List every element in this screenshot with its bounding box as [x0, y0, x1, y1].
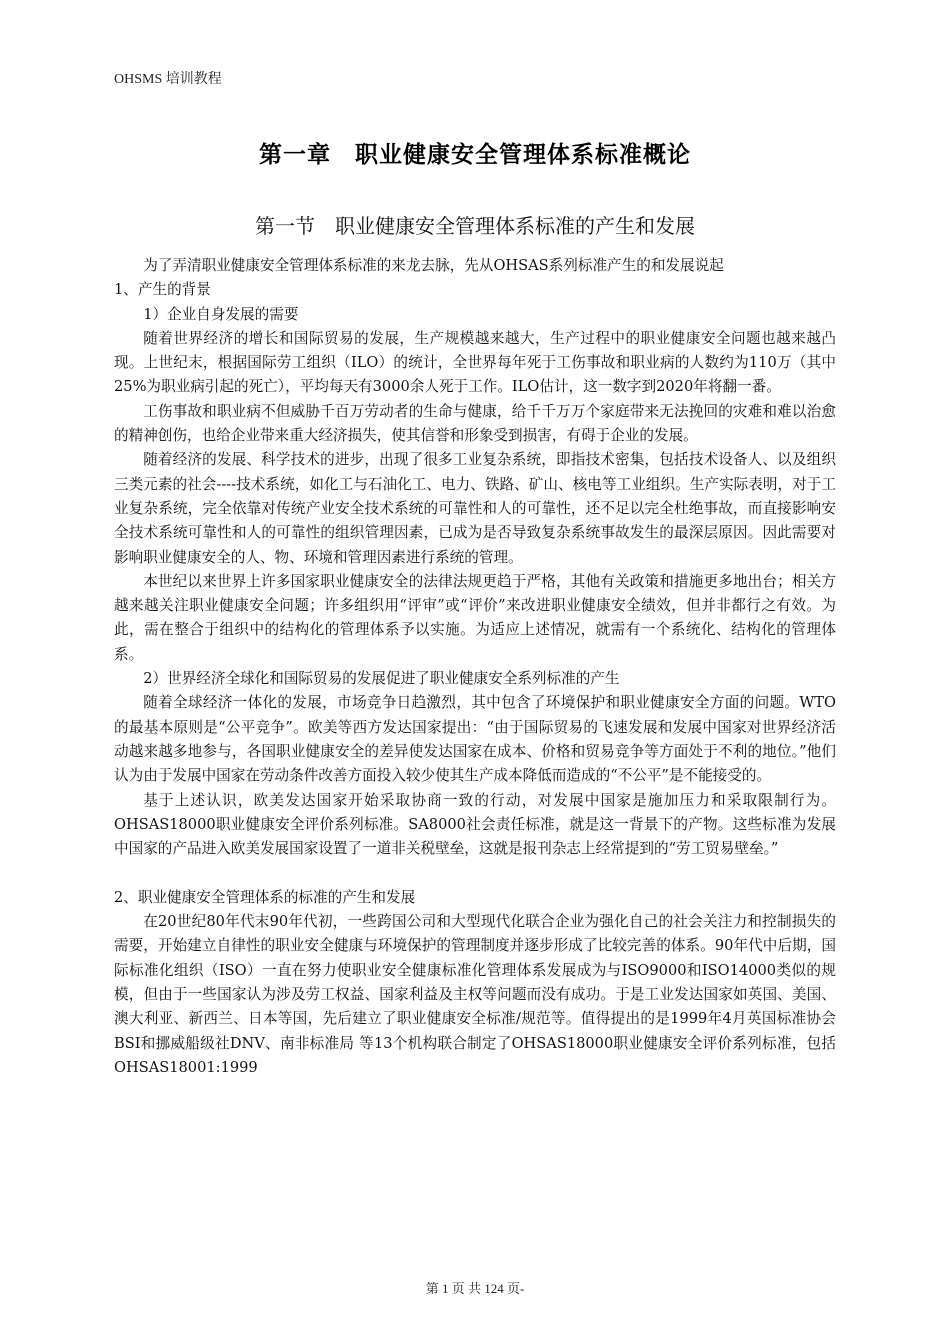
paragraph: 本世纪以来世界上许多国家职业健康安全的法律法规更趋于严格，其他有关政策和措施更多地出台；相关方越来越关注职业健康安全问题；许多组织用“评审”或“评价”来改进职业健康安全绩效，但并非都行之有效。为此，需在整合于组织中的结构化的管理体系予以实施。为适应上述情况，就需有一个系统化、结构化的管理体系。 — [114, 572, 836, 663]
paragraph: 基于上述认识，欧美发达国家开始采取协商一致的行动，对发展中国家是施加压力和采取限制行为。OHSAS18000职业健康安全评价系列标准。SA8000社会责任标准，就是这一背景下的产物。这些标准为发展中国家的产品进入欧美发展国家设置了一道非关税壁垒，这就是报刊杂志上经常提到的“劳工贸易壁垒。” — [114, 791, 836, 858]
paragraph: 随着世界经济的增长和国际贸易的发展，生产规模越来越大，生产过程中的职业健康安全问题也越来越凸现。上世纪末，根据国际劳工组织（ILO）的统计，全世界每年死于工伤事故和职业病的人数约为110万（其中25%为职业病引起的死亡），平均每天有3000余人死于工作。ILO估计，这一数字到2020年将翻一番。 — [114, 329, 836, 396]
page-footer: 第 1 页 共 124 页- — [425, 1281, 525, 1296]
section-title: 第一节 职业健康安全管理体系标准的产生和发展 — [255, 214, 695, 238]
subheading-globalization: 2）世界经济全球化和国际贸易的发展促进了职业健康安全系列标准的产生 — [143, 670, 620, 688]
blank-line — [114, 861, 836, 885]
heading-background: 1、产生的背景 — [114, 281, 211, 299]
paragraph: 随着全球经济一体化的发展，市场竞争日趋激烈，其中包含了环境保护和职业健康安全方面的问题。WTO的最基本原则是“公平竞争”。欧美等西方发达国家提出：“由于国际贸易的飞速发展和发展中国家对世界经济活动越来越多地参与，各国职业健康安全的差异使发达国家在成本、价格和贸易竞争等方面处于不利的地位。”他们认为由于发展中国家在劳动条件改善方面投入较少使其生产成本降低而造成的“不公平”是不能接受的。 — [114, 694, 836, 785]
page-header: OHSMS 培训教程 — [114, 72, 222, 87]
chapter-title: 第一章 职业健康安全管理体系标准概论 — [259, 142, 691, 168]
body-text — [114, 254, 836, 1080]
paragraph: 在20世纪80年代末90年代初，一些跨国公司和大型现代化联合企业为强化自己的社会关注力和控制损失的需要，开始建立自律性的职业安全健康与环境保护的管理制度并逐步形成了比较完善的体系。90年代中后期，国际标准化组织（ISO）一直在努力使职业安全健康标准化管理体系发展成为与ISO9000和ISO14000类似的规模，但由于一些国家认为涉及劳工权益、国家利益及主权等问题而没有成功。于是工业发达国家如英国、美国、澳大利亚、新西兰、日本等国，先后建立了职业健康安全标准/规范等。值得提出的是1999年4月英国标准协会BSI和挪威船级社DNV、南非标准局 等13个机构联合制定了OHSAS18000职业健康安全评价系列标准，包括OHSAS18001:1999 — [114, 913, 836, 1076]
subheading-enterprise-needs: 1）企业自身发展的需要 — [143, 305, 299, 323]
heading-standards-development: 2、职业健康安全管理体系的标准的产生和发展 — [114, 888, 416, 906]
paragraph: 随着经济的发展、科学技术的进步，出现了很多工业复杂系统，即指技术密集，包括技术设备人、以及组织三类元素的社会----技术系统，如化工与石油化工、电力、铁路、矿山、核电等工业组织。生产实际表明，对于工业复杂系统，完全依靠对传统产业安全技术系统的可靠性和人的可靠性，还不足以完全杜绝事故，而直接影响安全技术系统可靠性和人的可靠性的组织管理因素，已成为是否导致复杂系统事故发生的最深层原因。因此需要对影响职业健康安全的人、物、环境和管理因素进行系统的管理。 — [114, 451, 836, 566]
paragraph: 工伤事故和职业病不但威胁千百万劳动者的生命与健康，给千千万万个家庭带来无法挽回的灾难和难以治愈的精神创伤，也给企业带来重大经济损失，使其信誉和形象受到损害，有碍于企业的发展。 — [114, 402, 836, 445]
intro-paragraph: 为了弄清职业健康安全管理体系标准的来龙去脉，先从OHSAS系列标准产生的和发展说起 — [143, 257, 724, 274]
